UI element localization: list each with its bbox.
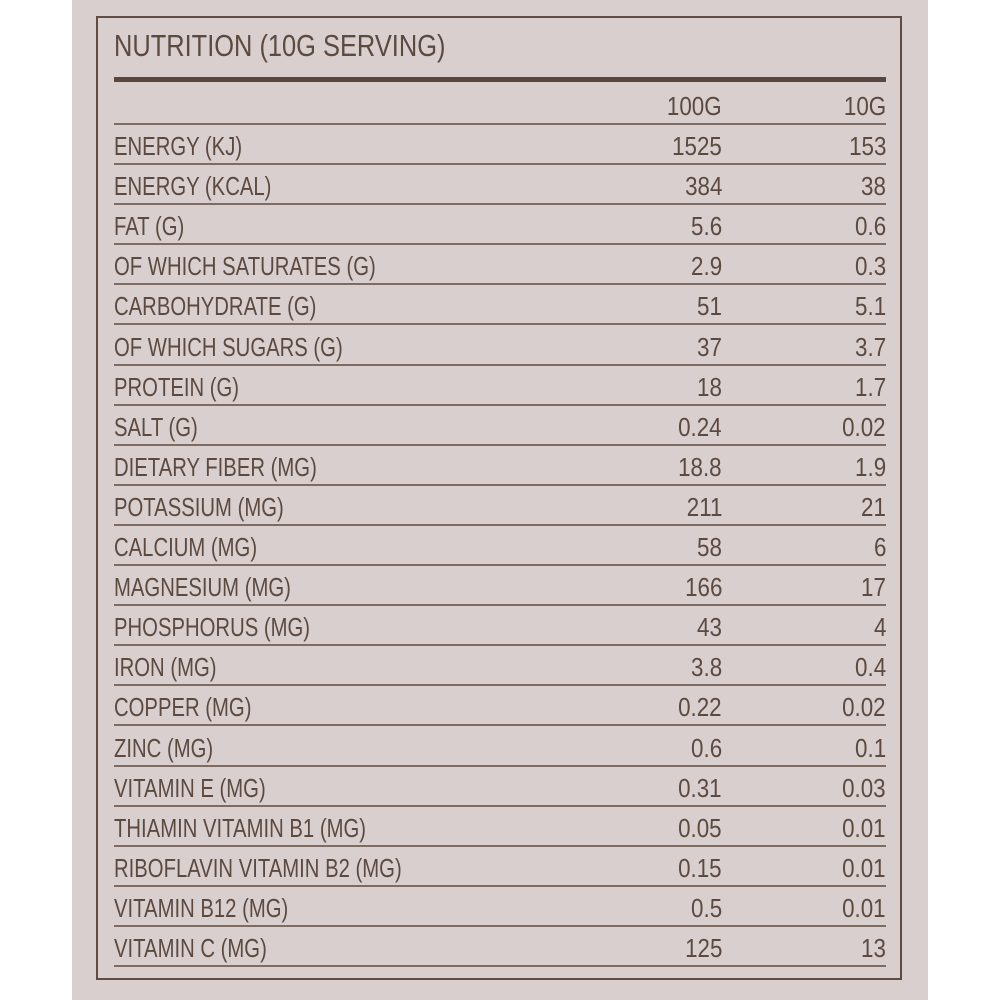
nutrient-label: COPPER (MG) — [114, 692, 252, 723]
value-per-10g: 5.1 — [854, 291, 886, 322]
value-per-10g: 1.7 — [854, 371, 886, 402]
value-per-100g: 51 — [697, 291, 722, 322]
value-per-10g: 0.01 — [842, 892, 886, 923]
value-per-10g: 13 — [861, 932, 886, 963]
nutrient-label: FAT (G) — [114, 211, 185, 242]
nutrient-label: ZINC (MG) — [114, 732, 214, 763]
table-row — [114, 406, 886, 446]
value-per-10g: 4 — [873, 612, 886, 643]
table-row — [114, 285, 886, 325]
value-per-10g: 0.1 — [854, 732, 886, 763]
value-per-10g: 0.03 — [842, 772, 886, 803]
nutrient-label: MAGNESIUM (MG) — [114, 572, 291, 603]
table-row — [114, 125, 886, 165]
nutrient-label: POTASSIUM (MG) — [114, 491, 284, 522]
table-row — [114, 446, 886, 486]
table-row — [114, 847, 886, 887]
nutrient-label: ENERGY (KCAL) — [114, 171, 272, 202]
value-per-10g: 1.9 — [854, 451, 886, 482]
value-per-100g: 125 — [684, 932, 722, 963]
nutrient-label: RIBOFLAVIN VITAMIN B2 (MG) — [114, 852, 402, 883]
table-row — [114, 165, 886, 205]
value-per-100g: 166 — [684, 572, 722, 603]
nutrition-table — [114, 82, 886, 967]
value-per-100g: 43 — [697, 612, 722, 643]
table-row — [114, 566, 886, 606]
column-header-10g: 10G — [843, 91, 886, 121]
value-per-10g: 3.7 — [854, 331, 886, 362]
table-row — [114, 767, 886, 807]
table-row — [114, 807, 886, 847]
nutrient-label: PROTEIN (G) — [114, 371, 240, 402]
value-per-100g: 18 — [697, 371, 722, 402]
value-per-10g: 0.6 — [854, 211, 886, 242]
nutrient-label: VITAMIN E (MG) — [114, 772, 266, 803]
value-per-100g: 58 — [697, 532, 722, 563]
value-per-100g: 211 — [686, 491, 722, 522]
table-row — [114, 927, 886, 967]
value-per-10g: 153 — [848, 131, 886, 162]
value-per-100g: 1525 — [672, 131, 722, 162]
value-per-10g: 0.3 — [854, 251, 886, 282]
value-per-100g: 0.6 — [690, 732, 722, 763]
table-row — [114, 887, 886, 927]
value-per-100g: 5.6 — [690, 211, 722, 242]
value-per-10g: 0.4 — [854, 652, 886, 683]
value-per-100g: 0.22 — [678, 692, 722, 723]
table-row — [114, 245, 886, 285]
column-header-100g: 100G — [667, 91, 722, 121]
value-per-10g: 6 — [873, 532, 886, 563]
nutrient-label: CALCIUM (MG) — [114, 532, 258, 563]
table-row — [114, 726, 886, 766]
value-per-100g: 2.9 — [690, 251, 722, 282]
table-row — [114, 686, 886, 726]
nutrition-title: NUTRITION (10G SERVING) — [114, 28, 446, 63]
value-per-100g: 384 — [684, 171, 722, 202]
table-row — [114, 606, 886, 646]
nutrient-label: OF WHICH SUGARS (G) — [114, 331, 343, 362]
value-per-100g: 18.8 — [678, 451, 722, 482]
nutrient-label: DIETARY FIBER (MG) — [114, 451, 317, 482]
nutrient-label: OF WHICH SATURATES (G) — [114, 251, 376, 282]
value-per-10g: 21 — [861, 491, 886, 522]
nutrient-label: VITAMIN B12 (MG) — [114, 892, 289, 923]
nutrient-label: SALT (G) — [114, 411, 198, 442]
value-per-100g: 0.5 — [690, 892, 722, 923]
value-per-10g: 0.01 — [842, 812, 886, 843]
value-per-100g: 0.24 — [678, 411, 722, 442]
table-row — [114, 366, 886, 406]
table-row — [114, 325, 886, 365]
table-header-row — [114, 82, 886, 125]
nutrient-label: THIAMIN VITAMIN B1 (MG) — [114, 812, 367, 843]
value-per-100g: 0.05 — [678, 812, 722, 843]
nutrient-label: PHOSPHORUS (MG) — [114, 612, 311, 643]
table-row — [114, 486, 886, 526]
table-row — [114, 205, 886, 245]
value-per-10g: 17 — [861, 572, 886, 603]
value-per-10g: 0.02 — [842, 692, 886, 723]
value-per-100g: 37 — [697, 331, 722, 362]
value-per-100g: 0.15 — [678, 852, 722, 883]
nutrient-label: VITAMIN C (MG) — [114, 932, 267, 963]
value-per-100g: 3.8 — [690, 652, 722, 683]
value-per-100g: 0.31 — [678, 772, 722, 803]
table-row — [114, 526, 886, 566]
table-row — [114, 646, 886, 686]
nutrient-label: IRON (MG) — [114, 652, 217, 683]
value-per-10g: 0.01 — [842, 852, 886, 883]
value-per-10g: 0.02 — [842, 411, 886, 442]
nutrient-label: ENERGY (KJ) — [114, 131, 243, 162]
nutrient-label: CARBOHYDRATE (G) — [114, 291, 317, 322]
value-per-10g: 38 — [861, 171, 886, 202]
